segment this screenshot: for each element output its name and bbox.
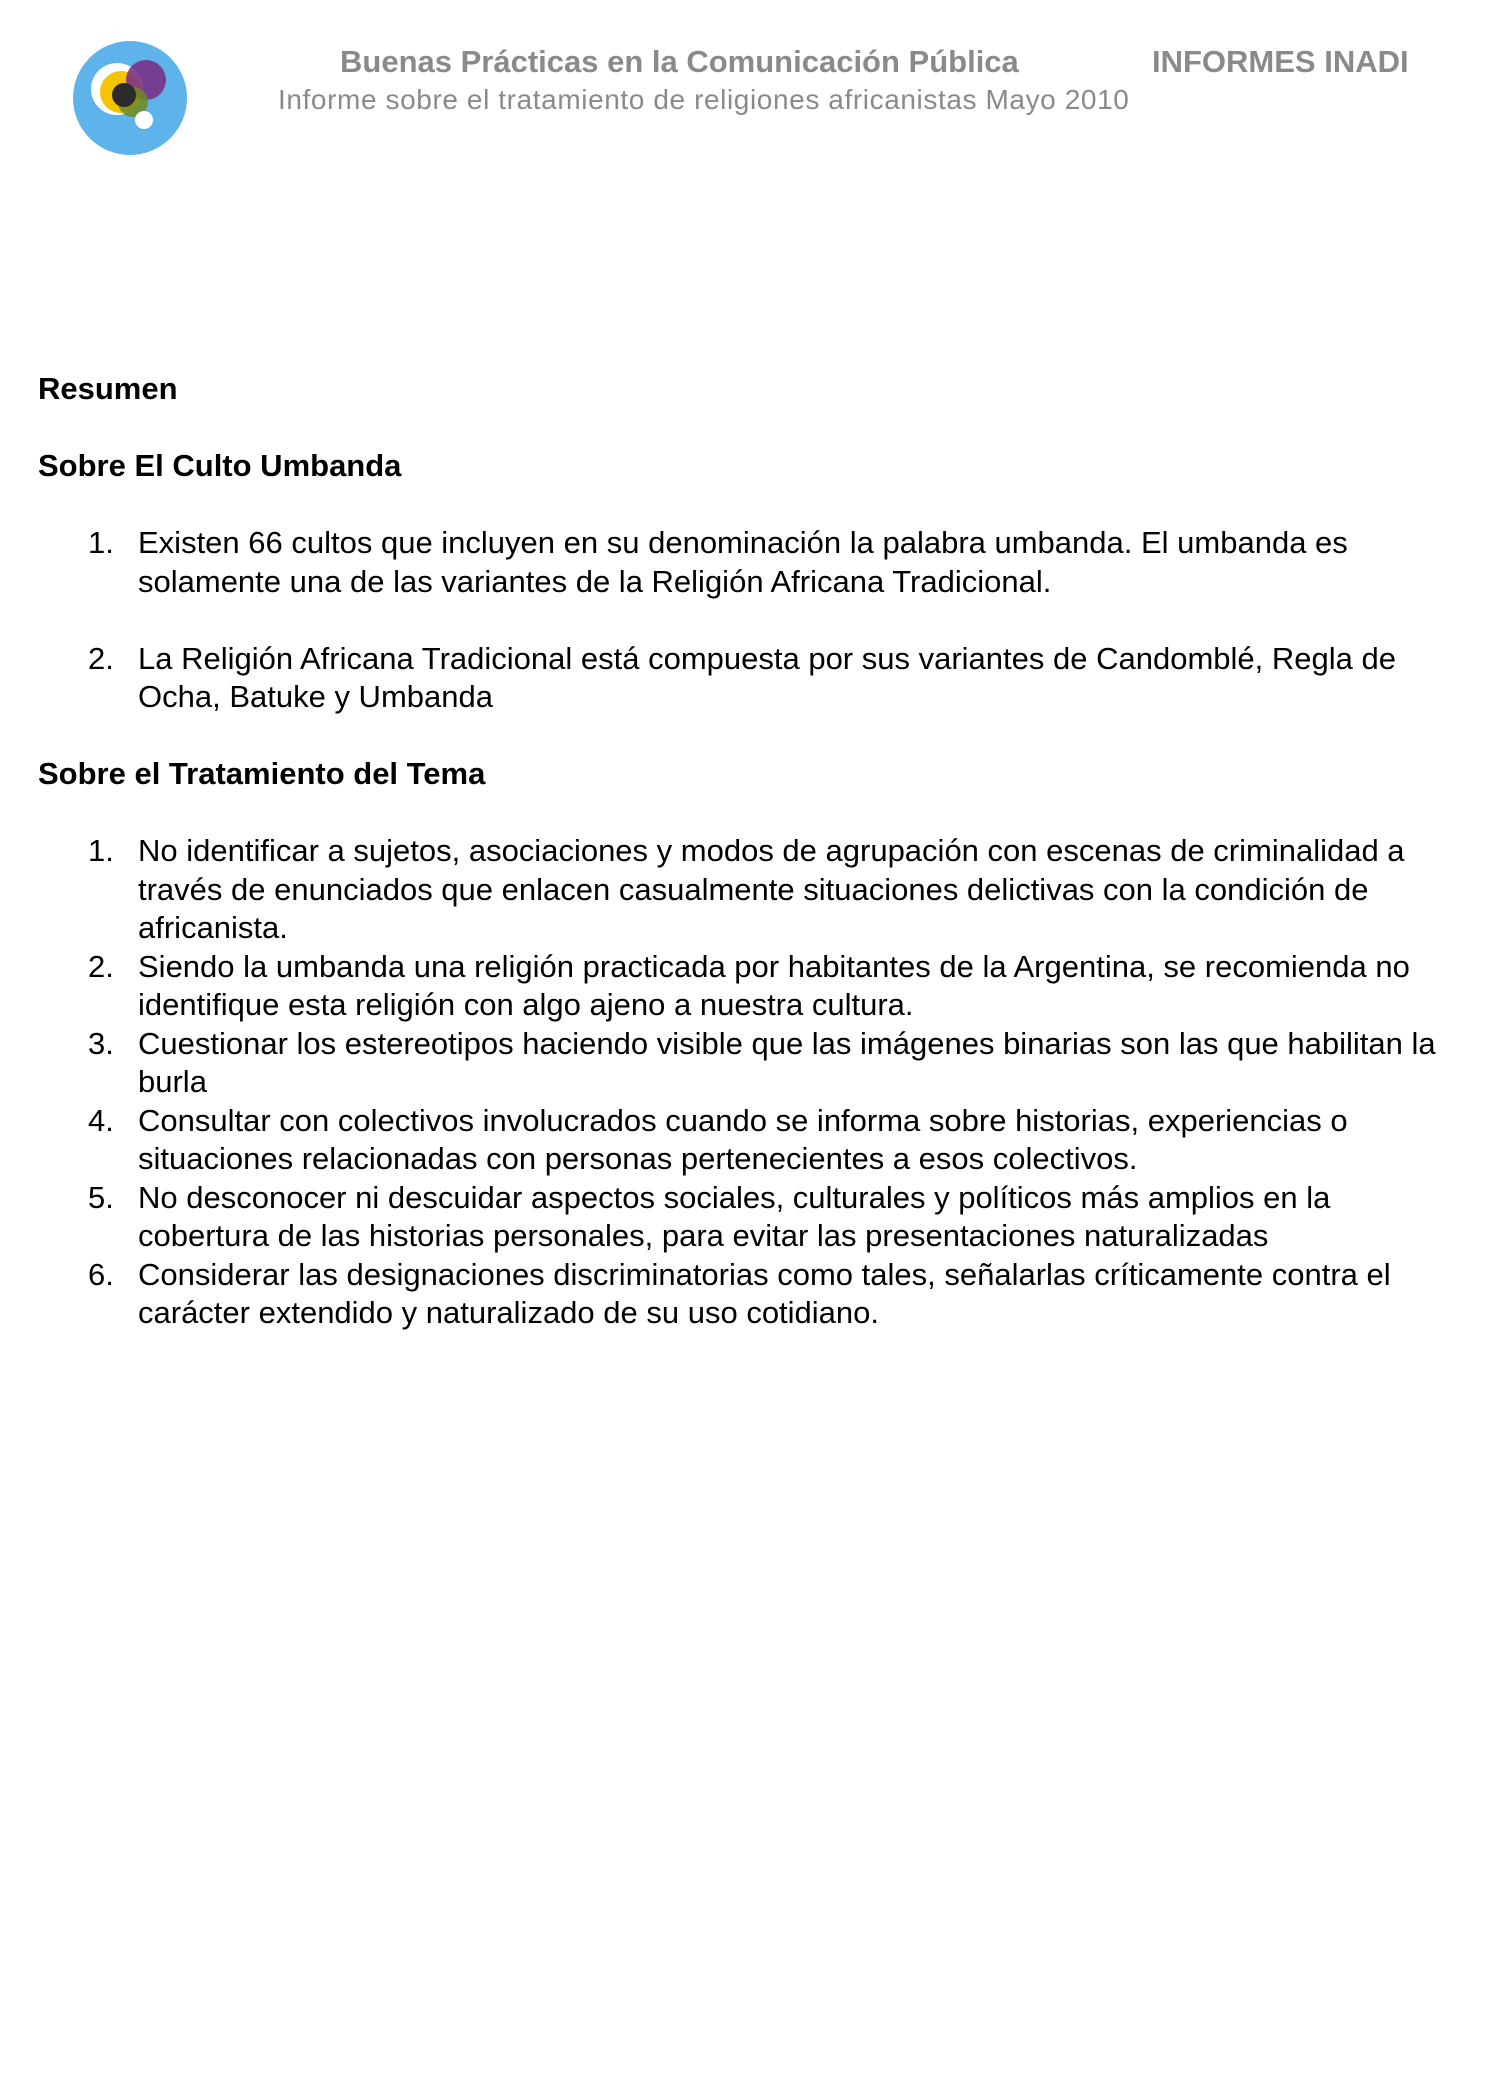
tratamiento-list: [38, 832, 1438, 1333]
header-title: Buenas Prácticas en la Comunicación Pública: [340, 44, 1019, 79]
list-item: [38, 640, 1438, 717]
list-text: Considerar las designaciones discriminatorias como tales, señalarlas críticamente contra el carácter extendido y naturalizado de su uso cotidiano.: [138, 1256, 1391, 1330]
header-tag: INFORMES INADI: [1152, 44, 1409, 79]
list-text: No identificar a sujetos, asociaciones y modos de agrupación con escenas de criminalidad a través de enunciados que enlacen casualmente situaciones delictivas con la condición de africanista.: [138, 833, 1405, 945]
list-item: [38, 948, 1438, 1025]
umbanda-list: [38, 524, 1438, 717]
list-number: 4.: [88, 1102, 114, 1138]
list-item: [38, 1256, 1438, 1333]
list-item: [38, 1102, 1438, 1179]
list-text: Siendo la umbanda una religión practicada por habitantes de la Argentina, se recomienda no identifique esta religión con algo ajeno a nuestra cultura.: [138, 948, 1410, 1022]
list-number: 3.: [88, 1025, 114, 1061]
summary-heading: Resumen: [38, 371, 178, 406]
header-subtitle: Informe sobre el tratamiento de religiones africanistas Mayo 2010: [278, 84, 1130, 115]
list-item: [38, 524, 1438, 601]
list-text: Consultar con colectivos involucrados cuando se informa sobre historias, experiencias o situaciones relacionadas con personas pertenecientes a esos colectivos.: [138, 1102, 1348, 1176]
list-number: 6.: [88, 1256, 114, 1292]
list-item: [38, 832, 1438, 948]
list-text: Existen 66 cultos que incluyen en su denominación la palabra umbanda. El umbanda es solamente una de las variantes de la Religión Africana Tradicional.: [138, 525, 1348, 599]
inadi-logo-icon: [72, 40, 188, 156]
list-item: [38, 1025, 1438, 1102]
list-text: La Religión Africana Tradicional está compuesta por sus variantes de Candomblé, Regla de Ocha, Batuke y Umbanda: [138, 640, 1396, 714]
list-number: 1.: [88, 833, 114, 868]
list-text: Cuestionar los estereotipos haciendo visible que las imágenes binarias son las que habilitan la burla: [138, 1025, 1436, 1099]
list-item: [38, 1179, 1438, 1256]
document-body: [38, 370, 1438, 1333]
list-number: 2.: [88, 948, 114, 984]
section-heading-umbanda: Sobre El Culto Umbanda: [38, 448, 402, 483]
list-number: 5.: [88, 1179, 114, 1215]
list-number: 1.: [88, 525, 114, 560]
section-heading-tratamiento: Sobre el Tratamiento del Tema: [38, 756, 486, 791]
list-text: No desconocer ni descuidar aspectos sociales, culturales y políticos más amplios en la cobertura de las historias personales, para evitar las presentaciones naturalizadas: [138, 1179, 1331, 1253]
list-number: 2.: [88, 640, 114, 676]
